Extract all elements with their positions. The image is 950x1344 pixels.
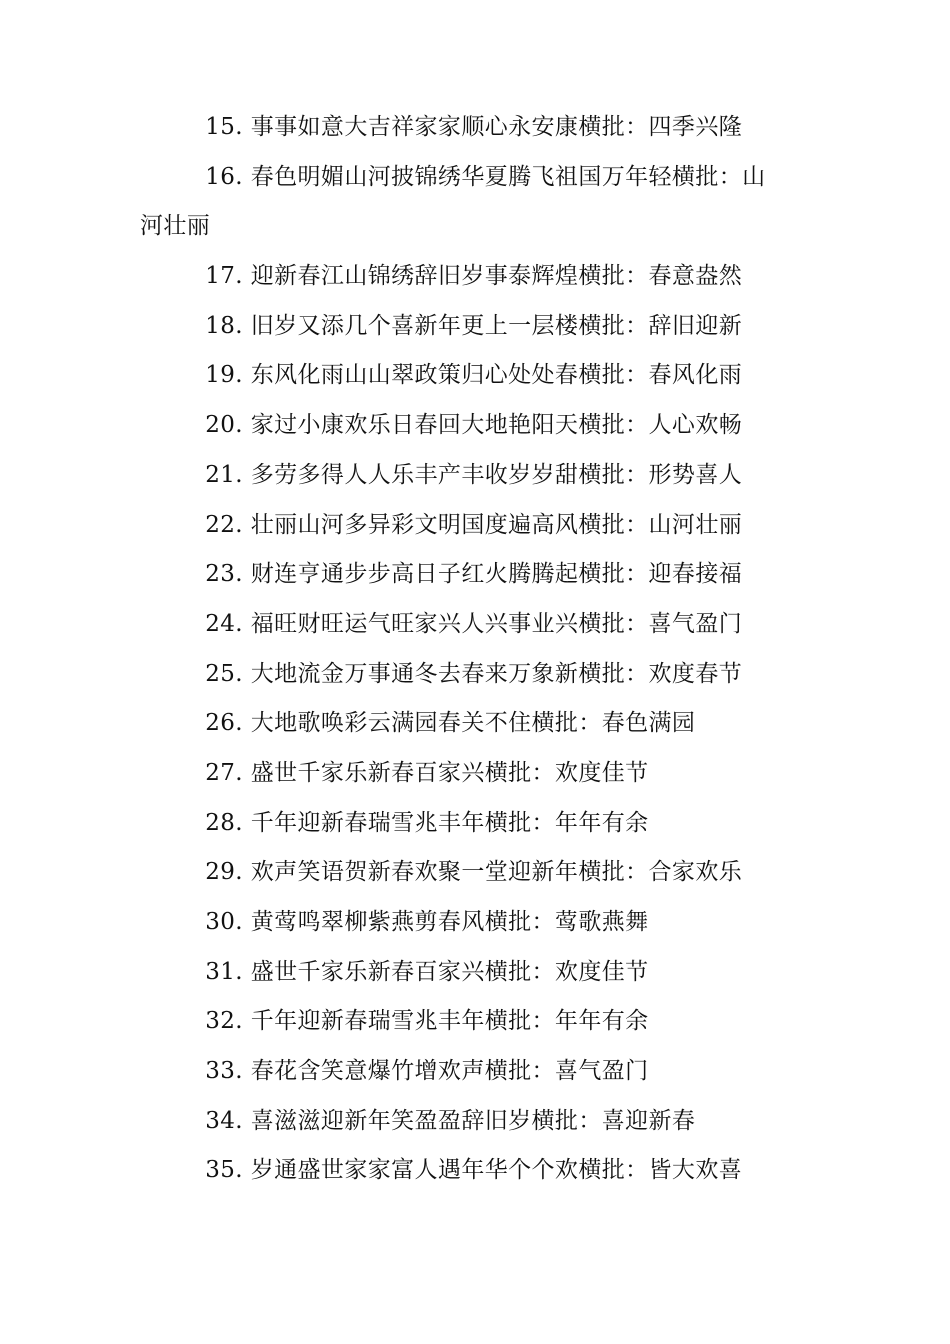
item-text: 福旺财旺运气旺家兴人兴事业兴横批：喜气盈门 xyxy=(250,610,743,637)
item-text: 千年迎新春瑞雪兆丰年横批：年年有余 xyxy=(250,1008,649,1035)
item-number: 22. xyxy=(205,511,243,538)
list-item xyxy=(140,401,805,451)
item-number: 26. xyxy=(205,710,243,737)
item-text: 迎新春江山锦绣辞旧岁事泰辉煌横批：春意盎然 xyxy=(250,263,743,290)
item-text: 岁通盛世家家富人遇年华个个欢横批：皆大欢喜 xyxy=(250,1157,743,1184)
item-text: 千年迎新春瑞雪兆丰年横批：年年有余 xyxy=(250,809,649,836)
item-text: 大地流金万事通冬去春来万象新横批：欢度春节 xyxy=(250,660,743,687)
list-item xyxy=(140,351,805,401)
item-number: 20. xyxy=(205,412,243,439)
list-item xyxy=(140,550,805,600)
item-number: 23. xyxy=(205,561,243,588)
item-number: 25. xyxy=(205,660,243,687)
item-number: 30. xyxy=(205,909,243,935)
item-number: 33. xyxy=(205,1058,243,1085)
item-text: 财连亨通步步高日子红火腾腾起横批：迎春接福 xyxy=(250,561,743,588)
item-number: 29. xyxy=(205,859,243,886)
list-item xyxy=(140,302,805,352)
item-text: 旧岁又添几个喜新年更上一层楼横批：辞旧迎新 xyxy=(250,312,743,339)
item-number: 34. xyxy=(205,1107,243,1134)
list-item xyxy=(140,948,805,998)
list-item xyxy=(140,501,805,551)
list-item xyxy=(140,997,805,1047)
item-number: 28. xyxy=(205,809,243,836)
list-item xyxy=(140,848,805,898)
item-number: 27. xyxy=(205,759,243,786)
item-number: 32. xyxy=(205,1008,243,1035)
item-text: 盛世千家乐新春百家兴横批：欢度佳节 xyxy=(250,958,649,985)
item-number: 35. xyxy=(205,1157,243,1184)
item-text: 多劳多得人人乐丰产丰收岁岁甜横批：形势喜人 xyxy=(250,461,743,488)
item-number: 17. xyxy=(205,263,243,290)
item-text: 家过小康欢乐日春回大地艳阳天横批：人心欢畅 xyxy=(250,412,743,439)
list-item xyxy=(140,1146,805,1196)
couplet-list xyxy=(140,103,805,1196)
item-number: 24. xyxy=(205,610,243,637)
list-item xyxy=(140,153,805,203)
item-number: 21. xyxy=(205,461,243,488)
list-item xyxy=(140,699,805,749)
item-text: 喜滋滋迎新年笑盈盈辞旧岁横批：喜迎新春 xyxy=(250,1107,696,1134)
item-text: 盛世千家乐新春百家兴横批：欢度佳节 xyxy=(250,759,649,786)
item-text: 大地歌唤彩云满园春关不住横批：春色满园 xyxy=(250,710,696,737)
item-number: 18. xyxy=(205,312,243,339)
list-item xyxy=(140,1047,805,1097)
item-number: 16. xyxy=(205,163,243,190)
item-text: 黄莺鸣翠柳紫燕剪春风横批：莺歌燕舞 xyxy=(250,909,649,935)
item-number: 31. xyxy=(205,958,243,985)
item-number: 19. xyxy=(205,362,243,389)
list-item xyxy=(140,799,805,849)
list-item xyxy=(140,103,805,153)
list-item xyxy=(140,600,805,650)
item-text: 东风化雨山山翠政策归心处处春横批：春风化雨 xyxy=(250,362,743,389)
list-item xyxy=(140,898,805,948)
list-item xyxy=(140,252,805,302)
list-item xyxy=(140,650,805,700)
item-text: 欢声笑语贺新春欢聚一堂迎新年横批：合家欢乐 xyxy=(250,859,743,886)
item-text: 事事如意大吉祥家家顺心永安康横批：四季兴隆 xyxy=(250,114,743,140)
list-item xyxy=(140,749,805,799)
item-text-continuation: 河壮丽 xyxy=(140,213,211,240)
list-item xyxy=(140,451,805,501)
item-text: 春花含笑意爆竹增欢声横批：喜气盈门 xyxy=(250,1058,649,1085)
item-number: 15. xyxy=(205,114,243,140)
item-text: 春色明媚山河披锦绣华夏腾飞祖国万年轻横批：山 xyxy=(250,163,766,190)
list-item xyxy=(140,1097,805,1147)
item-text: 壮丽山河多异彩文明国度遍高风横批：山河壮丽 xyxy=(250,511,743,538)
